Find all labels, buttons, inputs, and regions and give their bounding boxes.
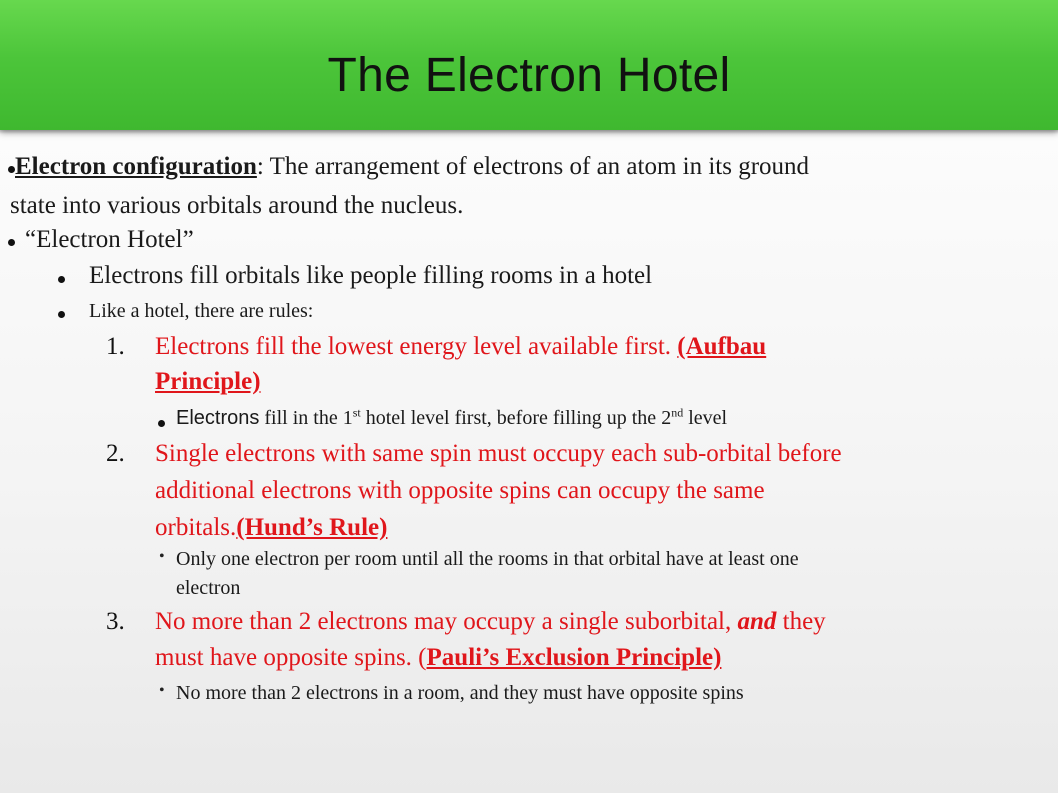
rule-1-note-end: level [683,407,728,429]
definition-line-2: state into various orbitals around the nucleus. [10,192,464,219]
rule-1-line-1 [155,333,766,361]
rule-3-line-1 [155,608,826,636]
rule-3-name: Pauli’s Exclusion Principle) [426,644,722,671]
rule-2-line-1: Single electrons with same spin must occupy each sub-orbital before [155,440,842,467]
bullet-icon [8,239,15,246]
bullet-icon: • [159,548,165,565]
rule-1-note-mid2: hotel level first, before filling up the 2 [360,407,672,429]
bullet-icon [58,311,65,318]
hotel-sub-2: Like a hotel, there are rules: [89,300,314,322]
definition-text-1: : The arrangement of electrons of an atom in its ground [256,153,810,180]
rule-1-note-pre: Electrons [176,407,260,429]
rule-2-line-3 [155,514,387,542]
rule-1-name: (Aufbau [677,333,767,360]
rule-3-note: No more than 2 electrons in a room, and they must have opposite spins [176,682,744,704]
rule-1-note-mid1: fill in the 1 [259,407,353,429]
rule-2-number: 2. [106,440,125,467]
rule-1-text: Electrons fill the lowest energy level available first. [155,333,678,360]
rule-1-note [176,407,727,430]
rule-1-note-sup1: st [352,405,361,420]
rule-3-text-1b: they [776,608,826,635]
rule-2-line-2: additional electrons with opposite spins can occupy the same [155,477,765,504]
definition-line-1 [15,153,809,181]
rule-3-text-2: must have opposite spins. ( [155,644,427,671]
bullet-icon [58,276,65,283]
bullet-icon [158,420,165,427]
page-title: The Electron Hotel [327,48,731,102]
rule-2-note-line-1: Only one electron per room until all the rooms in that orbital have at least one [176,548,799,570]
definition-term: Electron configuration [15,153,257,180]
rule-3-number: 3. [106,608,125,635]
rule-2-note-line-2: electron [176,577,241,599]
bullet-icon [8,166,15,173]
rule-3-emphasis: and [737,608,777,635]
rule-1-number: 1. [106,333,125,360]
rule-1-note-sup2: nd [671,405,684,420]
title-bar [0,0,1058,130]
rule-2-name: (Hund’s Rule) [236,514,388,541]
hotel-label: “Electron Hotel” [25,226,194,253]
rule-3-line-2 [155,644,721,672]
hotel-sub-1: Electrons fill orbitals like people filling rooms in a hotel [89,262,653,289]
rule-3-text-1a: No more than 2 electrons may occupy a single suborbital, [155,608,738,635]
bullet-icon: • [159,682,165,699]
rule-1-line-2: Principle) [155,368,261,395]
rule-2-text-3: orbitals. [155,514,237,541]
